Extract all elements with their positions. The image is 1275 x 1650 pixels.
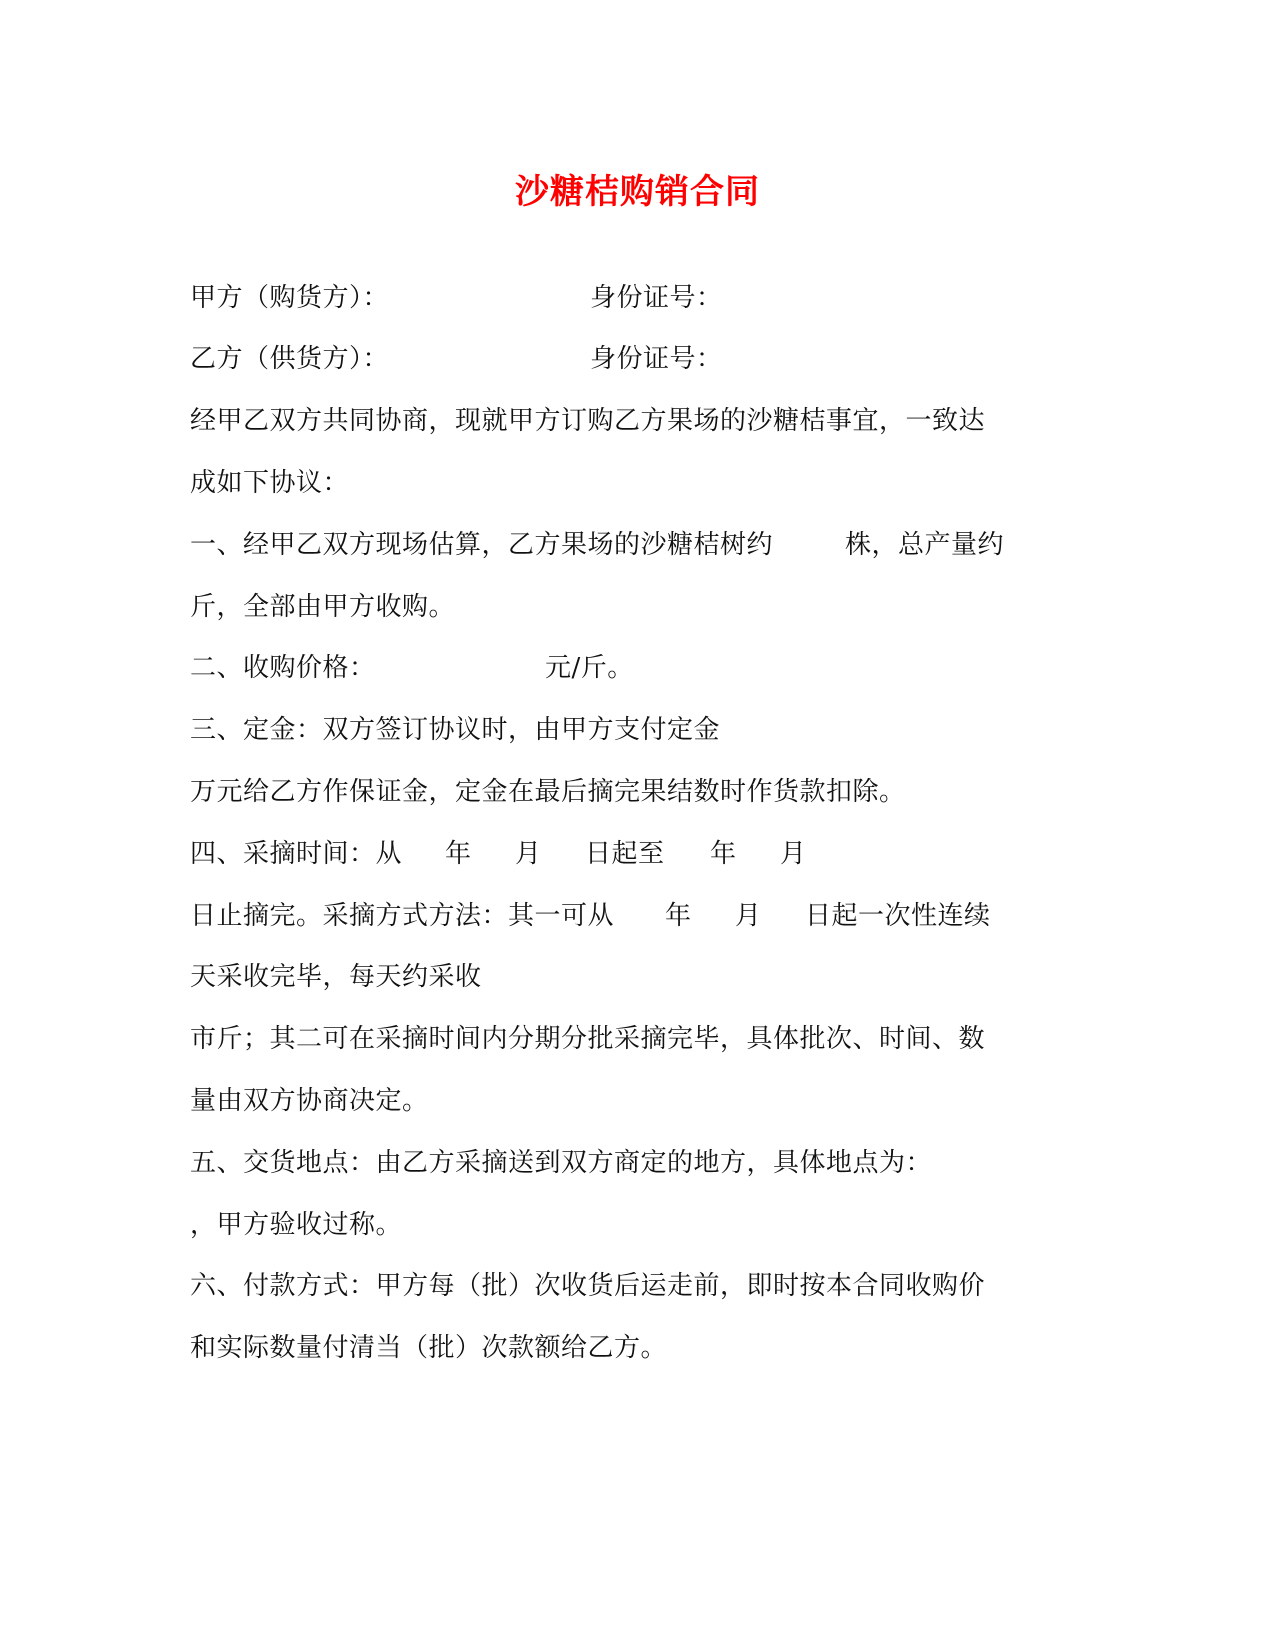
document-title: 沙糖桔购销合同 <box>515 172 760 212</box>
clause-1-line-2: 斤，全部由甲方收购。 <box>190 592 456 622</box>
clause-4-year-3: 年 <box>665 901 692 931</box>
clause-1-text-b: 株，总产量约 <box>845 530 1005 560</box>
clause-4-line-5: 量由双方协商决定。 <box>190 1086 429 1116</box>
clause-4-year-2: 年 <box>710 839 737 869</box>
clause-4-month-2: 月 <box>780 839 807 869</box>
clause-2-text-b: 元/斤。 <box>545 653 634 683</box>
party-b-id-label: 身份证号： <box>590 344 723 374</box>
clause-4-line-3: 天采收完毕，每天约采收 <box>190 962 482 992</box>
clause-4-month-3: 月 <box>735 901 762 931</box>
clause-4-line-4: 市斤；其二可在采摘时间内分期分批采摘完毕，具体批次、时间、数 <box>190 1024 986 1054</box>
clause-6-line-1: 六、付款方式：甲方每（批）次收货后运走前，即时按本合同收购价 <box>190 1271 986 1301</box>
clause-5-line-2: ，甲方验收过称。 <box>190 1210 403 1240</box>
clause-4-year-1: 年 <box>445 839 472 869</box>
clause-6-line-2: 和实际数量付清当（批）次款额给乙方。 <box>190 1333 668 1363</box>
party-a-id-label: 身份证号： <box>590 283 723 313</box>
clause-1-text-a: 一、经甲乙双方现场估算，乙方果场的沙糖桔树约 <box>190 530 774 560</box>
clause-4-continuous: 日起一次性连续 <box>805 901 991 931</box>
preamble-line-2: 成如下协议： <box>190 468 350 498</box>
party-a-label: 甲方（购货方）： <box>190 283 390 313</box>
clause-4-from-label: 四、采摘时间：从 <box>190 839 403 869</box>
clause-3-line-2: 万元给乙方作保证金，定金在最后摘完果结数时作货款扣除。 <box>190 777 906 807</box>
clause-2-text-a: 二、收购价格： <box>190 653 376 683</box>
clause-5-line-1: 五、交货地点：由乙方采摘送到双方商定的地方，具体地点为： <box>190 1148 933 1178</box>
clause-4-day-to: 日起至 <box>585 839 665 869</box>
clause-4-month-1: 月 <box>515 839 542 869</box>
party-b-label: 乙方（供货方）： <box>190 344 390 374</box>
clause-3-line-1: 三、定金：双方签订协议时，由甲方支付定金 <box>190 715 721 745</box>
clause-4-method-label: 日止摘完。采摘方式方法：其一可从 <box>190 901 615 931</box>
preamble-line-1: 经甲乙双方共同协商，现就甲方订购乙方果场的沙糖桔事宜，一致达 <box>190 406 986 436</box>
